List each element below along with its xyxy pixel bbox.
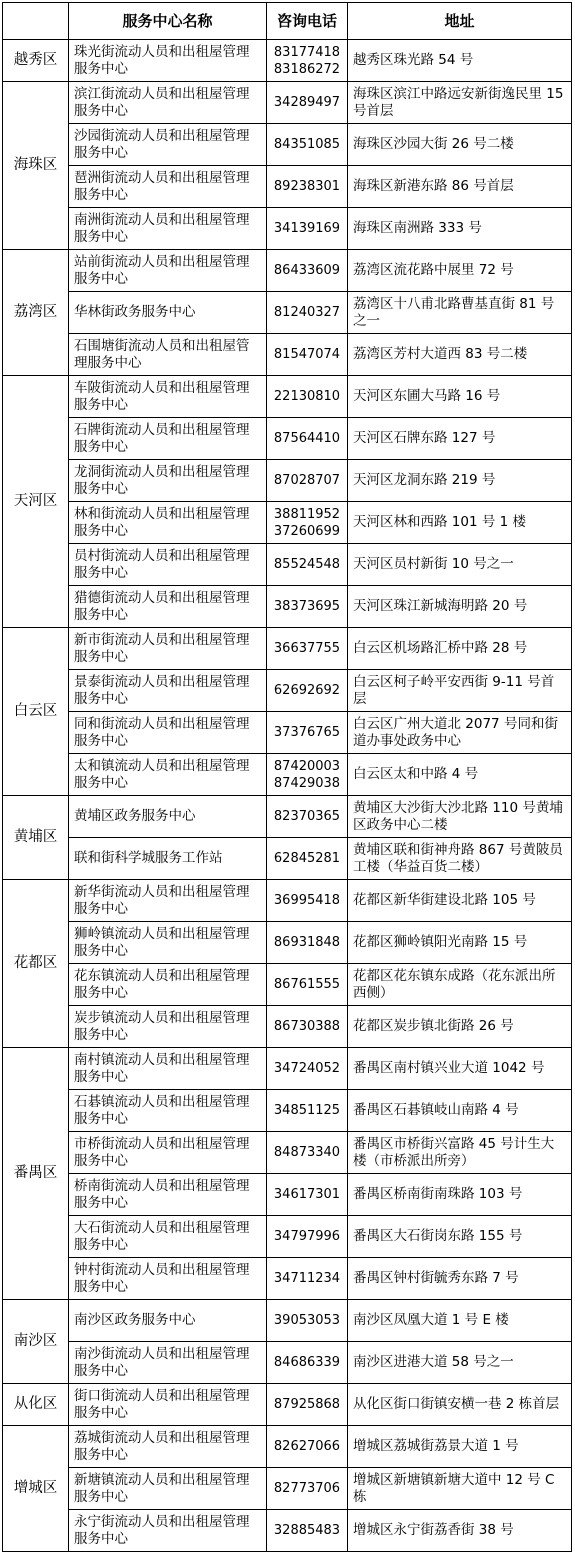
center-name-cell: 景泰街流动人员和出租屋管理服务中心 [69,670,267,712]
center-name-cell: 琶洲街流动人员和出租屋管理服务中心 [69,166,267,208]
table-row [3,124,572,166]
phone-cell [267,334,348,376]
phone-number: 22130810 [273,389,341,404]
center-name-cell: 南洲街流动人员和出租屋管理服务中心 [69,208,267,250]
district-cell: 越秀区 [3,40,69,82]
phone-number: 34139169 [273,221,341,236]
phone-number: 36995418 [273,893,341,908]
center-name-cell: 太和镇流动人员和出租屋管理服务中心 [69,754,267,796]
address-cell: 花都区新华街建设北路 105 号 [348,880,572,922]
phone-cell [267,628,348,670]
table-row [3,502,572,544]
address-cell: 白云区太和中路 4 号 [348,754,572,796]
phone-cell [267,1426,348,1468]
phone-number: 81547074 [273,347,341,362]
phone-cell [267,376,348,418]
center-name-cell: 街口街流动人员和出租屋管理服务中心 [69,1384,267,1426]
center-name-cell: 南村镇流动人员和出租屋管理服务中心 [69,1048,267,1090]
address-cell: 番禺区桥南街南珠路 103 号 [348,1174,572,1216]
phone-cell [267,1048,348,1090]
phone-cell [267,796,348,838]
header-center-name: 服务中心名称 [69,3,267,40]
phone-number: 62692692 [273,683,341,698]
address-cell: 番禺区南村镇兴业大道 1042 号 [348,1048,572,1090]
center-name-cell: 钟村街流动人员和出租屋管理服务中心 [69,1258,267,1300]
header-row [3,3,572,40]
center-name-cell: 新市街流动人员和出租屋管理服务中心 [69,628,267,670]
address-cell: 荔湾区十八甫北路曹基直街 81 号之一 [348,292,572,334]
phone-cell [267,1342,348,1384]
table-row [3,964,572,1006]
district-cell: 白云区 [3,628,69,796]
phone-number: 86931848 [273,935,341,950]
district-cell: 增城区 [3,1426,69,1552]
phone-cell [267,124,348,166]
district-cell: 天河区 [3,376,69,628]
table-row [3,460,572,502]
table-row [3,40,572,82]
phone-cell [267,166,348,208]
address-cell: 海珠区沙园大街 26 号二楼 [348,124,572,166]
phone-number: 86433609 [273,263,341,278]
district-cell: 番禺区 [3,1048,69,1300]
phone-number: 82773706 [273,1481,341,1496]
table-row [3,334,572,376]
table-row [3,208,572,250]
phone-number: 85524548 [273,557,341,572]
address-cell: 天河区石牌东路 127 号 [348,418,572,460]
header-district [3,3,69,40]
phone-cell [267,754,348,796]
address-cell: 天河区林和西路 101 号 1 楼 [348,502,572,544]
center-name-cell: 站前街流动人员和出租屋管理服务中心 [69,250,267,292]
address-cell: 番禺区市桥街兴富路 45 号计生大楼（市桥派出所旁） [348,1132,572,1174]
phone-number: 84686339 [273,1355,341,1370]
district-cell: 南沙区 [3,1300,69,1384]
phone-cell [267,712,348,754]
phone-cell [267,1468,348,1510]
table-row [3,1300,572,1342]
table-row [3,1468,572,1510]
address-cell: 番禺区钟村街毓秀东路 7 号 [348,1258,572,1300]
address-cell: 天河区珠江新城海明路 20 号 [348,586,572,628]
phone-number: 87429038 [273,775,341,791]
address-cell: 白云区机场路汇桥中路 28 号 [348,628,572,670]
center-name-cell: 石牌街流动人员和出租屋管理服务中心 [69,418,267,460]
phone-number: 86730388 [273,1019,341,1034]
phone-number: 83186272 [273,61,341,77]
center-name-cell: 沙园街流动人员和出租屋管理服务中心 [69,124,267,166]
phone-cell [267,82,348,124]
address-cell: 海珠区南洲路 333 号 [348,208,572,250]
center-name-cell: 车陂街流动人员和出租屋管理服务中心 [69,376,267,418]
phone-number: 84351085 [273,137,341,152]
table-row [3,1132,572,1174]
phone-number: 34711234 [273,1271,341,1286]
phone-number: 84873340 [273,1145,341,1160]
phone-number: 86761555 [273,977,341,992]
center-name-cell: 华林街政务服务中心 [69,292,267,334]
phone-cell [267,1132,348,1174]
center-name-cell: 市桥街流动人员和出租屋管理服务中心 [69,1132,267,1174]
phone-cell [267,460,348,502]
phone-cell [267,586,348,628]
district-cell: 花都区 [3,880,69,1048]
table-row [3,82,572,124]
address-cell: 花都区狮岭镇阳光南路 15 号 [348,922,572,964]
phone-number: 87028707 [273,473,341,488]
address-cell: 增城区新塘镇新塘大道中 12 号 C 栋 [348,1468,572,1510]
table-row [3,586,572,628]
table-row [3,166,572,208]
phone-cell [267,250,348,292]
phone-number: 39053053 [273,1313,341,1328]
table-body [3,40,572,1552]
center-name-cell: 猎德街流动人员和出租屋管理服务中心 [69,586,267,628]
table-row [3,1174,572,1216]
address-cell: 增城区荔城街荔景大道 1 号 [348,1426,572,1468]
phone-cell [267,880,348,922]
center-name-cell: 花东镇流动人员和出租屋管理服务中心 [69,964,267,1006]
phone-cell [267,838,348,880]
center-name-cell: 新塘镇流动人员和出租屋管理服务中心 [69,1468,267,1510]
service-center-table [2,2,572,1552]
phone-number: 34851125 [273,1103,341,1118]
address-cell: 花都区花东镇东成路（花东派出所西侧） [348,964,572,1006]
table-row [3,1426,572,1468]
district-cell: 荔湾区 [3,250,69,376]
phone-cell [267,1384,348,1426]
phone-cell [267,40,348,82]
table-row [3,754,572,796]
phone-number: 37376765 [273,725,341,740]
table-row [3,670,572,712]
address-cell: 黄埔区大沙街大沙北路 110 号黄埔区政务中心二楼 [348,796,572,838]
address-cell: 越秀区珠光路 54 号 [348,40,572,82]
center-name-cell: 炭步镇流动人员和出租屋管理服务中心 [69,1006,267,1048]
phone-number: 82370365 [273,809,341,824]
table-row [3,544,572,586]
phone-number: 37260699 [273,523,341,539]
address-cell: 海珠区新港东路 86 号首层 [348,166,572,208]
address-cell: 荔湾区流花路中展里 72 号 [348,250,572,292]
table-row [3,250,572,292]
address-cell: 黄埔区联和街神舟路 867 号黄陂员工楼（华益百货二楼） [348,838,572,880]
center-name-cell: 荔城街流动人员和出租屋管理服务中心 [69,1426,267,1468]
address-cell: 南沙区进港大道 58 号之一 [348,1342,572,1384]
address-cell: 天河区东圃大马路 16 号 [348,376,572,418]
district-cell: 从化区 [3,1384,69,1426]
phone-cell [267,1216,348,1258]
center-name-cell: 大石街流动人员和出租屋管理服务中心 [69,1216,267,1258]
district-cell: 海珠区 [3,82,69,250]
phone-cell [267,544,348,586]
phone-cell [267,1510,348,1552]
phone-number: 32885483 [273,1523,341,1538]
center-name-cell: 珠光街流动人员和出租屋管理服务中心 [69,40,267,82]
table-row [3,418,572,460]
address-cell: 白云区广州大道北 2077 号同和街道办事处政务中心 [348,712,572,754]
phone-cell [267,208,348,250]
table-row [3,712,572,754]
address-cell: 荔湾区芳村大道西 83 号二楼 [348,334,572,376]
center-name-cell: 员村街流动人员和出租屋管理服务中心 [69,544,267,586]
table-row [3,628,572,670]
phone-number: 36637755 [273,641,341,656]
phone-cell [267,1258,348,1300]
table-row [3,376,572,418]
center-name-cell: 黄埔区政务服务中心 [69,796,267,838]
phone-number: 89238301 [273,179,341,194]
phone-cell [267,1300,348,1342]
phone-number: 87420003 [273,758,341,774]
center-name-cell: 新华街流动人员和出租屋管理服务中心 [69,880,267,922]
district-cell: 黄埔区 [3,796,69,880]
phone-number: 87925868 [273,1397,341,1412]
table-row [3,922,572,964]
phone-cell [267,1174,348,1216]
phone-cell [267,1006,348,1048]
center-name-cell: 滨江街流动人员和出租屋管理服务中心 [69,82,267,124]
table-row [3,880,572,922]
header-address: 地址 [348,3,572,40]
center-name-cell: 石围塘街流动人员和出租屋管理服务中心 [69,334,267,376]
phone-number: 38373695 [273,599,341,614]
phone-number: 82627066 [273,1439,341,1454]
phone-number: 87564410 [273,431,341,446]
address-cell: 海珠区滨江中路远安新街逸民里 15 号首层 [348,82,572,124]
table-row [3,1048,572,1090]
center-name-cell: 南沙区政务服务中心 [69,1300,267,1342]
table-row [3,838,572,880]
phone-cell [267,292,348,334]
center-name-cell: 联和街科学城服务工作站 [69,838,267,880]
center-name-cell: 南沙街流动人员和出租屋管理服务中心 [69,1342,267,1384]
header-phone: 咨询电话 [267,3,348,40]
address-cell: 南沙区凤凰大道 1 号 E 楼 [348,1300,572,1342]
phone-number: 34797996 [273,1229,341,1244]
phone-number: 34724052 [273,1061,341,1076]
address-cell: 番禺区大石街岗东路 155 号 [348,1216,572,1258]
phone-cell [267,1090,348,1132]
table-row [3,1090,572,1132]
address-cell: 番禺区石碁镇岐山南路 4 号 [348,1090,572,1132]
table-row [3,796,572,838]
table-row [3,1342,572,1384]
phone-number: 83177418 [273,44,341,60]
address-cell: 花都区炭步镇北街路 26 号 [348,1006,572,1048]
phone-cell [267,922,348,964]
center-name-cell: 永宁街流动人员和出租屋管理服务中心 [69,1510,267,1552]
table-row [3,1258,572,1300]
center-name-cell: 龙洞街流动人员和出租屋管理服务中心 [69,460,267,502]
table-row [3,1006,572,1048]
table-row [3,1216,572,1258]
phone-number: 34617301 [273,1187,341,1202]
phone-number: 81240327 [273,305,341,320]
address-cell: 白云区柯子岭平安西街 9-11 号首层 [348,670,572,712]
phone-cell [267,964,348,1006]
address-cell: 天河区龙洞东路 219 号 [348,460,572,502]
phone-cell [267,502,348,544]
center-name-cell: 林和街流动人员和出租屋管理服务中心 [69,502,267,544]
center-name-cell: 狮岭镇流动人员和出租屋管理服务中心 [69,922,267,964]
address-cell: 天河区员村新街 10 号之一 [348,544,572,586]
phone-number: 38811952 [273,506,341,522]
center-name-cell: 同和街流动人员和出租屋管理服务中心 [69,712,267,754]
address-cell: 从化区街口街镇安横一巷 2 栋首层 [348,1384,572,1426]
center-name-cell: 石碁镇流动人员和出租屋管理服务中心 [69,1090,267,1132]
phone-cell [267,418,348,460]
address-cell: 增城区永宁街荔香街 38 号 [348,1510,572,1552]
phone-cell [267,670,348,712]
table-row [3,1510,572,1552]
phone-number: 34289497 [273,95,341,110]
table-row [3,292,572,334]
phone-number: 62845281 [273,851,341,866]
center-name-cell: 桥南街流动人员和出租屋管理服务中心 [69,1174,267,1216]
table-row [3,1384,572,1426]
